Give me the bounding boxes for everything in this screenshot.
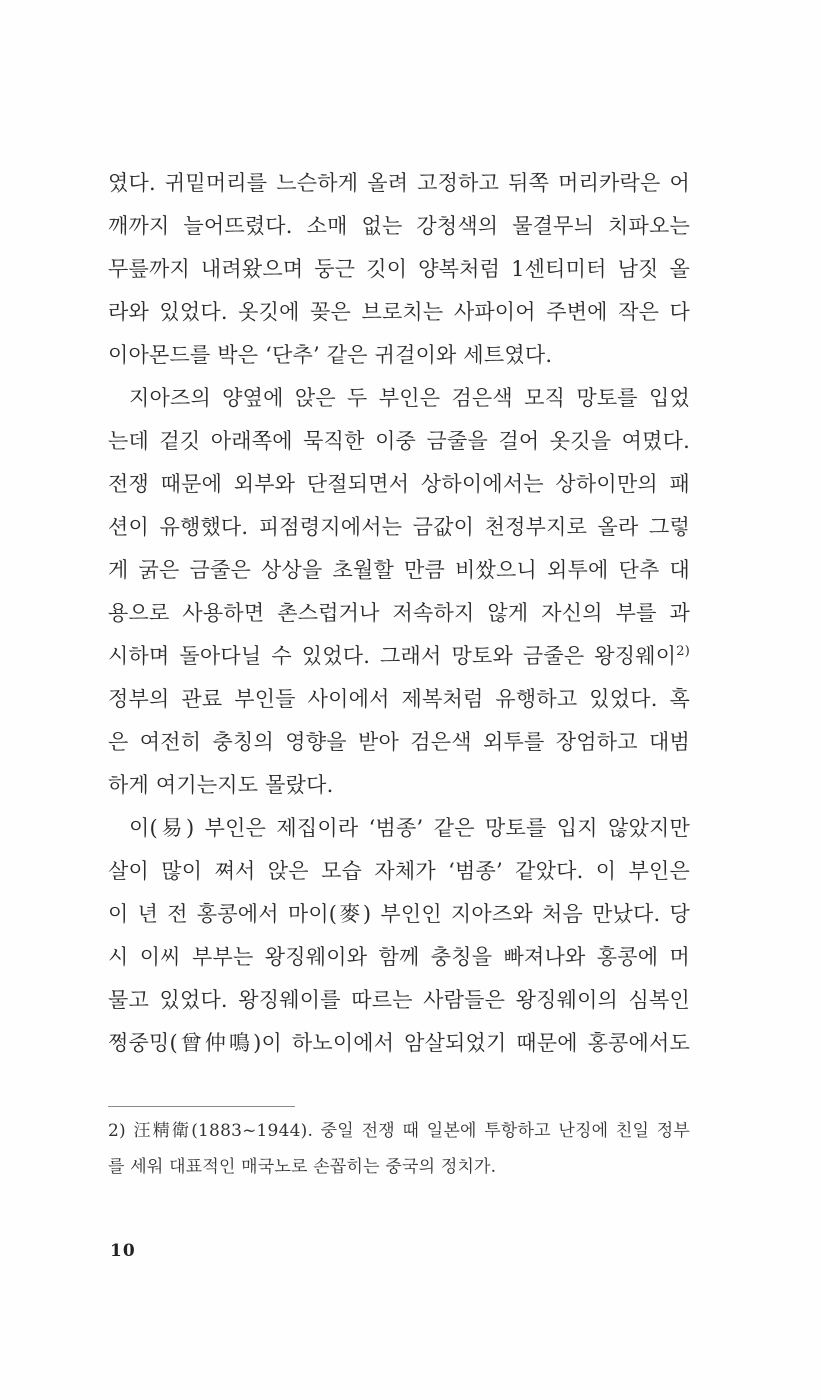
text-line: 무릎까지 내려왔으며 둥근 깃이 양복처럼 1센티미터 남짓 올 — [108, 257, 690, 281]
text-line: 라와 있었다. 옷깃에 꽂은 브로치는 사파이어 주변에 작은 다 — [108, 300, 690, 324]
text-line: 전쟁 때문에 외부와 단절되면서 상하이에서는 상하이만의 패 — [108, 472, 690, 496]
page-number: 10 — [110, 1241, 136, 1261]
footnote — [108, 1113, 690, 1185]
text-line: 물고 있었다. 왕징웨이를 따르는 사람들은 왕징웨이의 심복인 — [108, 988, 690, 1012]
text-line: 는데 겉깃 아래쪽에 묵직한 이중 금줄을 걸어 옷깃을 여몄다. — [108, 429, 690, 453]
footnote-line: 를 세워 대표적인 매국노로 손꼽히는 중국의 정치가. — [108, 1157, 497, 1177]
text-line: 지아즈의 양옆에 앉은 두 부인은 검은색 모직 망토를 입었 — [129, 386, 690, 410]
text-line: 은 여전히 충칭의 영향을 받아 검은색 외투를 장엄하고 대범 — [108, 730, 690, 754]
paragraph-3 — [108, 807, 690, 1065]
footnote-reference-mark: 2) — [676, 644, 690, 659]
paragraph-1 — [108, 162, 690, 377]
text-line: 였다. 귀밑머리를 느슨하게 올려 고정하고 뒤쪽 머리카락은 어 — [108, 171, 690, 195]
text-line — [108, 635, 690, 678]
text-line: 용으로 사용하면 촌스럽거나 저속하지 않게 자신의 부를 과 — [108, 601, 690, 625]
text-line: 이아몬드를 박은 ‘단추’ 같은 귀걸이와 세트였다. — [108, 343, 553, 367]
text-line: 살이 많이 쪄서 앉은 모습 자체가 ‘범종’ 같았다. 이 부인은 — [108, 859, 690, 883]
text-line: 게 굵은 금줄은 상상을 초월할 만큼 비쌌으니 외투에 단추 대 — [108, 558, 690, 582]
text-line: 션이 유행했다. 피점령지에서는 금값이 천정부지로 올라 그렇 — [108, 515, 690, 539]
text-line: 이(易) 부인은 제집이라 ‘범종’ 같은 망토를 입지 않았지만 — [129, 816, 690, 840]
text-line: 이 년 전 홍콩에서 마이(麥) 부인인 지아즈와 처음 만났다. 당 — [108, 902, 690, 926]
paragraph-2 — [108, 377, 690, 807]
text-line: 시 이씨 부부는 왕징웨이와 함께 충칭을 빠져나와 홍콩에 머 — [108, 945, 690, 969]
footnote-separator — [108, 1106, 295, 1107]
footnote-line: 2) 汪精衛(1883~1944). 중일 전쟁 때 일본에 투항하고 난징에 친일 정부 — [108, 1121, 690, 1141]
body-text — [108, 162, 690, 1065]
text-line-text: 시하며 돌아다닐 수 있었다. 그래서 망토와 금줄은 왕징웨이 — [108, 644, 677, 668]
text-line: 쩡중밍(曾仲鳴)이 하노이에서 암살되었기 때문에 홍콩에서도 — [108, 1031, 690, 1055]
text-line: 하게 여기는지도 몰랐다. — [108, 773, 334, 797]
text-line: 정부의 관료 부인들 사이에서 제복처럼 유행하고 있었다. 혹 — [108, 687, 690, 711]
text-line: 깨까지 늘어뜨렸다. 소매 없는 강청색의 물결무늬 치파오는 — [108, 214, 690, 238]
